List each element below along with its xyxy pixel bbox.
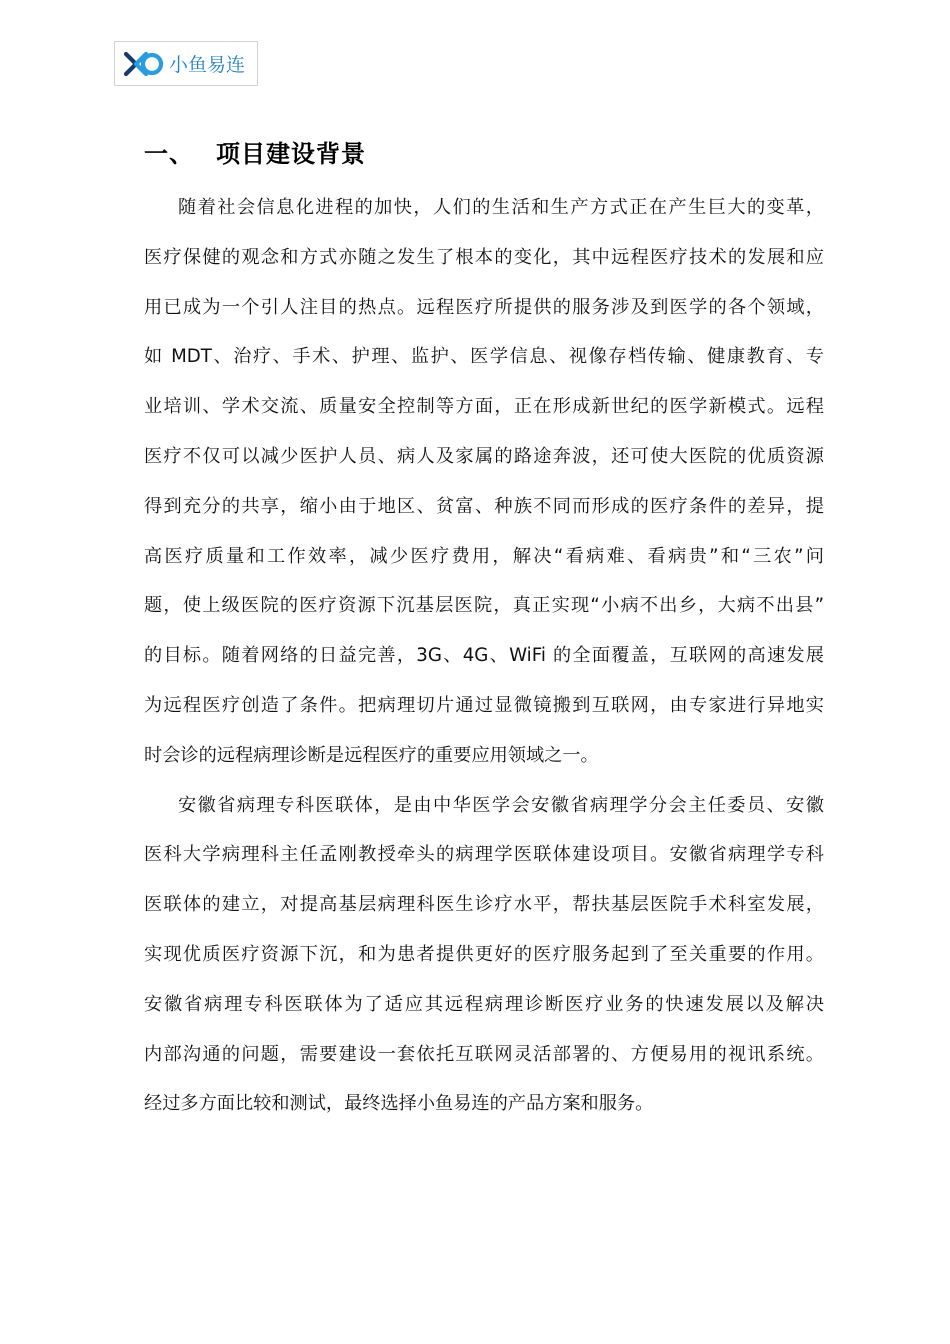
paragraph-background — [144, 183, 824, 781]
section-heading — [144, 134, 366, 169]
text-line: 如 MDT、治疗、手术、护理、监护、医学信息、视像存档传输、健康教育、专 — [144, 346, 824, 368]
text-line: 为远程医疗创造了条件。把病理切片通过显微镜搬到互联网，由专家进行异地实 — [144, 694, 824, 716]
text-line: 用已成为一个引人注目的热点。远程医疗所提供的服务涉及到医学的各个领域， — [144, 296, 824, 318]
section-number: 一、 — [144, 140, 194, 168]
text-line: 经过多方面比较和测试，最终选择小鱼易连的产品方案和服务。 — [144, 1093, 654, 1115]
section-title: 项目建设背景 — [216, 140, 366, 168]
text-line: 时会诊的远程病理诊断是远程医疗的重要应用领域之一。 — [144, 744, 599, 766]
text-line: 内部沟通的问题，需要建设一套依托互联网灵活部署的、方便易用的视讯系统。 — [144, 1043, 824, 1065]
text-line: 安徽省病理专科医联体，是由中华医学会安徽省病理学分会主任委员、安徽 — [178, 794, 824, 816]
text-line: 的目标。随着网络的日益完善，3G、4G、WiFi 的全面覆盖，互联网的高速发展 — [144, 645, 824, 667]
text-line: 安徽省病理专科医联体为了适应其远程病理诊断医疗业务的快速发展以及解决 — [144, 993, 824, 1015]
body-text — [144, 183, 824, 1129]
logo-text: 小鱼易连 — [169, 54, 246, 76]
text-line: 实现优质医疗资源下沉，和为患者提供更好的医疗服务起到了至关重要的作用。 — [144, 943, 824, 965]
text-line: 题，使上级医院的医疗资源下沉基层医院，真正实现“小病不出乡，大病不出县” — [144, 595, 824, 617]
text-line: 医科大学病理科主任孟刚教授牵头的病理学医联体建设项目。安徽省病理学专科 — [144, 844, 824, 866]
paragraph-alliance — [144, 781, 824, 1130]
text-line: 得到充分的共享，缩小由于地区、贫富、种族不同而形成的医疗条件的差异，提 — [144, 495, 824, 517]
xiaoyu-logo-icon — [124, 51, 164, 77]
text-line: 医疗保健的观念和方式亦随之发生了根本的变化，其中远程医疗技术的发展和应 — [144, 246, 824, 268]
text-line: 医疗不仅可以减少医护人员、病人及家属的路途奔波，还可使大医院的优质资源 — [144, 445, 824, 467]
text-line: 高医疗质量和工作效率，减少医疗费用，解决“看病难、看病贵”和“三农”问 — [144, 545, 824, 567]
company-logo — [114, 41, 258, 86]
text-line: 医联体的建立，对提高基层病理科医生诊疗水平，帮扶基层医院手术科室发展， — [144, 894, 824, 916]
text-line: 随着社会信息化进程的加快，人们的生活和生产方式正在产生巨大的变革， — [178, 197, 824, 218]
text-line: 业培训、学术交流、质量安全控制等方面，正在形成新世纪的医学新模式。远程 — [144, 396, 824, 418]
